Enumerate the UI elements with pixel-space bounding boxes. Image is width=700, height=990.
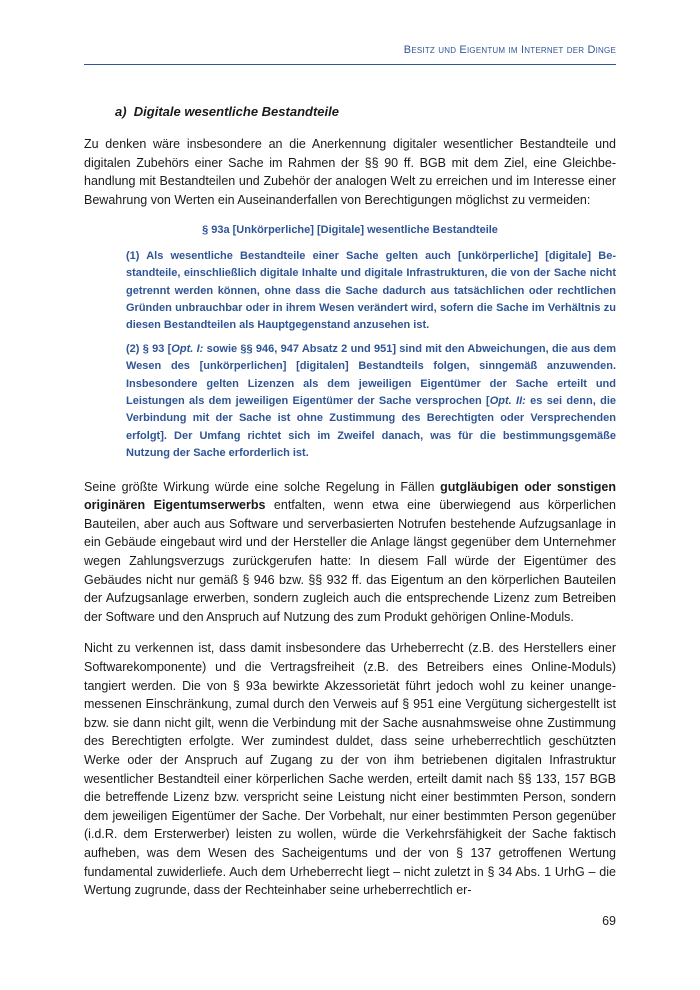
statute-paragraph-2 [126, 341, 616, 463]
section-heading: a) Digitale wesentliche Bestandteile [115, 104, 339, 119]
running-header [84, 44, 616, 65]
page-number: 69 [602, 914, 616, 928]
statute-p2-part-b: sowie §§ 946, 947 Absatz 2 und 951] sind mit den Abweichungen, die aus dem Wesen des [unkörperlichen] [digitalen] Bestandteils folgen, sinngemäß anzuwenden. Insbesondere gelten Lizenzen als dem jeweiligen Eigentümer der Sache erteilt und Leistungen als dem jeweiligen Eigentümer der Sache versprochen [ [126, 342, 616, 408]
intro-paragraph: Zu denken wäre insbesondere an die Anerkennung digitaler wesentlicher Bestandteile und digitalen Zubehörs einer Sache im Rahmen der §§ 90 ff. BGB mit dem Ziel, eine Gleichbehandlung mit Bestandteilen und Zubehör der analogen Welt zu erreichen und im Interesse einer Bewahrung von Werten ein Auseinanderfallen von Berechtigungen möglichst zu vermeiden: [84, 137, 616, 207]
copyright-paragraph: Nicht zu verkennen ist, dass damit insbesondere das Urheberrecht (z.B. des Herstellers einer Softwarekomponente) und die Vertragsfreiheit (z.B. des Betreibers eines Online-Moduls) tangiert werden. Die von § 93a bewirkte Akzessorietät führt jedoch wohl zu keiner unangemessenen Einschränkung, zumal durch den Verweis auf § 951 eine Vergütung sichergestellt ist bzw. sie dann nicht gilt, wenn die Verbindung mit der Sache ausnahmsweise ohne Zustimmung des Berechtigten erfolgte. Wer zumindest duldet, dass seine urheberrechtlich geschützten Werke oder der Anspruch auf Zugang zu der von ihm betriebenen digitalen Infrastruktur wesentlicher Bestandteil einer körperlichen Sache werden, erteilt damit nach §§ 133, 157 BGB die betreffende Lizenz bzw. verspricht seine Leistung nicht einer bestimmten Person, sondern dem jeweiligen Eigentümer der Sache. Der Vorbehalt, nur einer bestimmten Person gegenüber (i.d.R. dem Ersterwerber) leisten zu wollen, würde die Verkehrsfähigkeit der Sache faktisch aufheben, was dem Wesen des Sacheigentums und der von § 137 getroffenen Wertung fundamental zuwiderliefe. Auch dem Urheberrecht liegt – nicht zuletzt in § 34 Abs. 1 UrhG – die Wertung zugrunde, dass der Rechteinhaber seine urheberrechtlich er- [84, 641, 616, 898]
statute-p2-part-a: (2) § 93 [ [126, 342, 172, 355]
statute-option-2: Opt. II: [489, 395, 526, 408]
effect-paragraph [84, 478, 616, 627]
statute-p2-part-c: es sei denn, die Verbindung mit der Sache ist ohne Zustimmung des Berechtigten oder Versprechenden erfolgt]. Der Umfang richtet sich im Zweifel danach, was für die bestimmungsgemäße Nutzung der Sache erforderlich ist. [126, 395, 616, 460]
effect-text-bold: gutgläubigen oder sonstigen originären Eigentumserwerbs [84, 479, 616, 513]
statute-paragraph-1: (1) Als wesentliche Bestandteile einer Sache gelten auch [unkörperliche] [digitale] Bestandteile, einschließlich digitale Inhalte und digitale Infrastrukturen, die von der Sache nicht getrennt werden können, ohne dass die Sache dadurch aus tatsächlichen oder rechtlichen Gründen unbrauchbar oder in ihrem Wesen verändert wird, sofern die Sache im Verhältnis zu diesen Bestandteilen als Hauptgegenstand anzusehen ist. [126, 249, 616, 332]
statute-title: § 93a [Unkörperliche] [Digitale] wesentliche Bestandteile [202, 224, 498, 237]
page-content [84, 103, 616, 913]
running-header-title: Besitz und Eigentum im Internet der Dinge [403, 44, 616, 56]
statute-option-1: Opt. I: [171, 342, 204, 355]
effect-text-before: Seine größte Wirkung würde eine solche Regelung in Fällen [84, 479, 441, 494]
statute-proposal [84, 222, 616, 462]
effect-text-after: entfalten, wenn etwa eine überwiegend aus körperlichen Bauteilen, aber auch aus Software und serverbasierten Notrufen bestehende Aufzugsanlage in ein Gebäude eingebaut wird und der Hersteller die Anlage längst gegenüber dem Unternehmer wegen Zahlungsverzugs zurückgerufen hatte: In diesem Fall würde der Eigentümer des Gebäudes nicht nur gemäß § 946 bzw. §§ 932 ff. das Eigentum an den körperlichen Bauteilen der Aufzugsanlage erwerben, sondern zugleich auch die entsprechende Lizenz zum Betreiben der Software und den Anspruch auf Nutzung des zum Produkt gehörigen Online-Moduls. [84, 498, 616, 624]
